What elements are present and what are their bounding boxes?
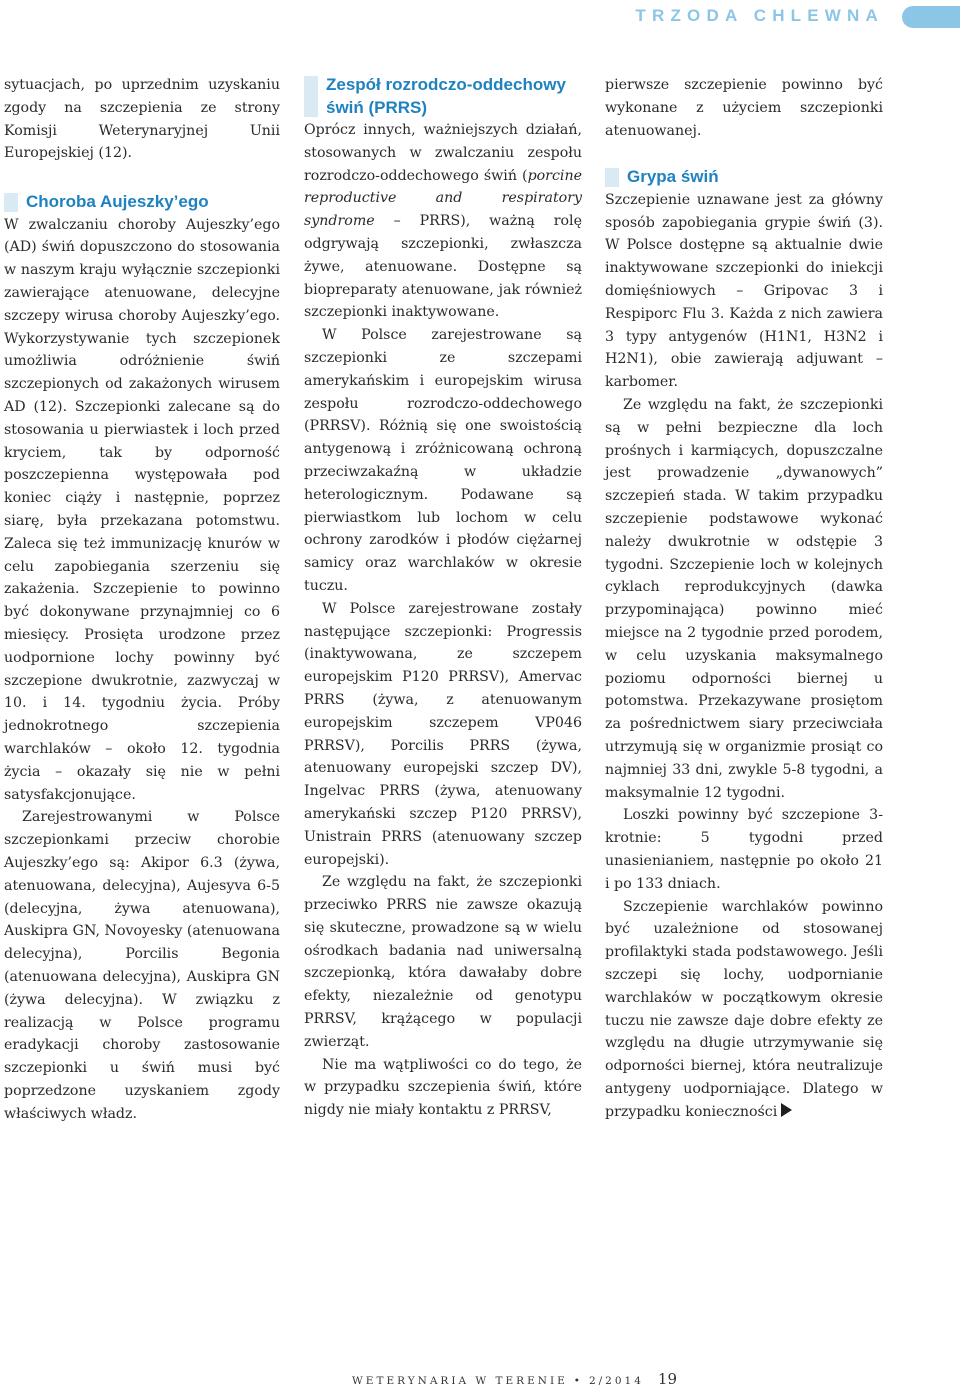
paragraph-grypa-2: Ze względu na fakt, że szczepionki są w pełni bezpieczne dla loch prośnych i karmiących, dopuszczalne jest prowadzenie „dywanowych” szczepień stada. W takim przypadku szczepienie podstawowe wykonać należy dwukrotnie w odstępie 3 tygodni. Szczepienie loch w kolejnych cyklach reprodukcyjnych (dawka przypominająca) powinno mieć miejsce na 2 tygodnie przed porodem, w celu uzyskania maksymalnego poziomu odporności biernej u potomstwa. Przekazywane prosiętom za pośrednictwem siary przeciwciała utrzymują się w organizmie prosiąt co najmniej 33 dni, zwykle 5-8 tygodni, a maksymalnie 12 tygodni. xyxy=(605,397,883,801)
paragraph-aujeszky-2: Zarejestrowanymi w Polsce szczepionkami przeciw chorobie Aujeszky’ego są: Akipor 6.3 (żywa, atenuowana, delecyjna), Aujesyva 6-5 (delecyjna, żywa atenuowana), Auskipra GN, Novoyesky (atenuowana delecyjna), Porcilis Begonia (atenuowana delecyjna), Auskipra GN (żywa delecyjna). W związku z realizacją w Polsce programu eradykacji choroby zastosowanie szczepionki u świń musi być poprzedzone uzyskaniem zgody właściwych władz. xyxy=(4,809,280,1122)
paragraph-prrs-4: Ze względu na fakt, że szczepionki przeciwko PRRS nie zawsze okazują się skuteczne, prowadzone są w wielu ośrodkach badania nad uniwersalną szczepionką, która dawałaby dobre efekty, niezależnie od genotypu PRRSV, krążącego w populacji zwierząt. xyxy=(304,874,582,1050)
heading-aujeszky-text: Choroba Aujeszky’ego xyxy=(26,192,209,212)
heading-grypa-text: Grypa świń xyxy=(627,167,719,187)
heading-aujeszky xyxy=(4,191,280,214)
paragraph-prrs-2: W Polsce zarejestrowane są szczepionki ze szczepami amerykańskim i europejskim wirusa zespołu rozrodczo-oddechowego (PRRSV). Różnią się one swoistością antygenową i zróżnicowaną ochroną przeciwzakaźną w układzie heterologicznym. Podawane są pierwiastkom lub lochom w celu ochrony zarodków i płodów ciężarnej samicy oraz warchlaków w okresie tuczu. xyxy=(304,327,582,594)
paragraph-continued: pierwsze szczepienie powinno być wykonane z użyciem szczepionki atenuowanej. xyxy=(605,77,883,139)
page-footer: WETERYNARIA W TERENIE • 2/2014 19 xyxy=(352,1370,678,1388)
heading-bar xyxy=(304,76,318,117)
heading-bar xyxy=(4,193,18,212)
paragraph-grypa-3: Loszki powinny być szczepione 3-krotnie: 5 tygodni przed unasienianiem, następnie po około 21 i po 133 dniach. xyxy=(605,807,883,892)
continue-arrow-icon xyxy=(781,1103,792,1117)
page-number: 19 xyxy=(657,1370,678,1388)
column-1 xyxy=(4,74,280,1126)
paragraph-intro: sytuacjach, po uprzednim uzyskaniu zgody na szczepienia ze strony Komisji Weterynaryjnej Unii Europejskiej (12). xyxy=(4,77,280,162)
paragraph-aujeszky-1: W zwalczaniu choroby Aujeszky’ego (AD) świń dopuszczono do stosowania w naszym kraju wyłącznie szczepionki zawierające atenuowane, delecyjne szczepy wirusa choroby Aujeszky’ego. Wykorzystywanie tych szczepionek umożliwia odróżnienie świń szczepionych od zakażonych wirusem AD (12). Szczepionki zalecane są do stosowania u pierwiastek i loch przed kryciem, tak by odporność poszczepienna występowała pod koniec ciąży i następnie, poprzez siarę, była przekazana potomstwu. Zaleca się też immunizację knurów w celu zapobiegania szerzeniu się zakażenia. Szczepienie to powinno być dokonywane przynajmniej co 6 miesięcy. Prosięta urodzone przez uodpornione lochy powinny być szczepione dwukrotnie, zazwyczaj w 10. i 14. tygodniu życia. Próby jednokrotnego szczepienia warchlaków – około 12. tygodnia życia – okazały się nie w pełni satysfakcjonujące. xyxy=(4,216,280,803)
paragraph-prrs-1: Oprócz innych, ważniejszych działań, stosowanych w zwalczaniu zespołu rozrodczo-oddechowego świń (porcine reproductive and respiratory syndrome – PRRS), ważną rolę odgrywają szczepionki, zwłaszcza żywe, atenuowane. Dostępne są biopreparaty atenuowane, jak również szczepionki inaktywowane. xyxy=(304,122,582,321)
paragraph-grypa-4: Szczepienie warchlaków powinno być uzależnione od stosowanej profilaktyki stada podstawowego. Jeśli szczepi się lochy, uodpornianie warchlaków w początkowym okresie tuczu nie zawsze daje dobre efekty ze względu na długie utrzymywanie się odporności biernej, która neutralizuje antygeny uodporniające. Dlatego w przypadku konieczności xyxy=(605,898,883,1120)
paragraph-prrs-5: Nie ma wątpliwości co do tego, że w przypadku szczepienia świń, które nigdy nie miały kontaktu z PRRSV, xyxy=(304,1056,582,1119)
heading-prrs xyxy=(304,74,582,119)
heading-grypa xyxy=(605,166,883,189)
footer-issue: 2/2014 xyxy=(588,1375,644,1387)
section-title: TRZODA CHLEWNA xyxy=(635,6,884,25)
paragraph-prrs-3: W Polsce zarejestrowane zostały następujące szczepionki: Progressis (inaktywowana, ze szczepem europejskim P120 PRRSV), Amervac PRRS (żywa, z atenuowanym europejskim szczepem VP046 PRRSV), Porcilis PRRS (żywa, atenuowany europejski szczep DV), Ingelvac PRRS (żywa, atenuowany amerykański szczep P120 PRRSV), Unistrain PRRS (atenuowany szczep europejski). xyxy=(304,600,582,868)
paragraph-grypa-1: Szczepienie uznawane jest za główny sposób zapobiegania grypie świń (3). W Polsce dostępne są aktualnie dwie inaktywowane szczepionki do iniekcji domięśniowych – Gripovac 3 i Respiporc Flu 3. Każda z nich zawiera 3 typy antygenów (H1N1, H3N2 i H2N1), obie zawierają adjuwant – karbomer. xyxy=(605,191,883,391)
footer-journal: WETERYNARIA W TERENIE xyxy=(352,1375,568,1387)
page-header xyxy=(0,0,960,30)
heading-prrs-text: Zespół rozrodczo-oddechowy świń (PRRS) xyxy=(326,75,566,117)
heading-bar xyxy=(605,168,619,187)
column-2 xyxy=(304,74,582,1122)
header-tab-decoration xyxy=(902,6,960,28)
column-3 xyxy=(605,74,883,1124)
